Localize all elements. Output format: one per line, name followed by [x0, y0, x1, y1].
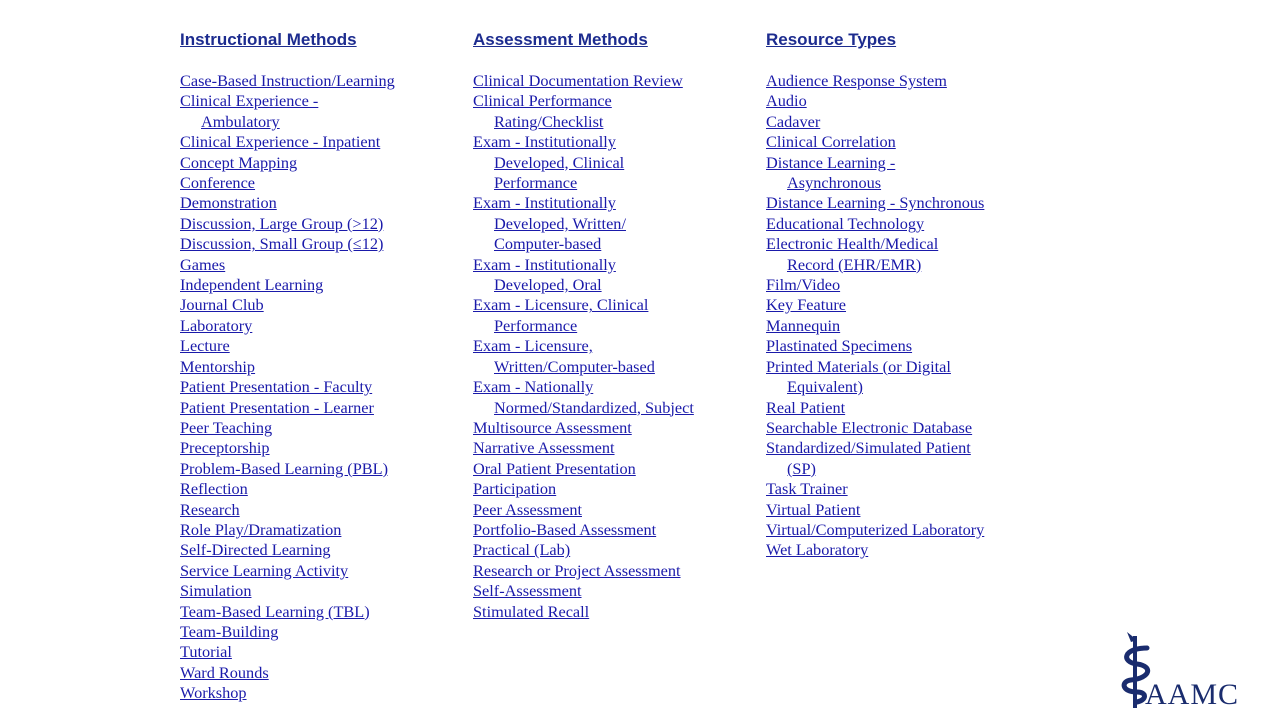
link-item[interactable]: [766, 336, 984, 356]
link-text-line: Journal Club: [180, 295, 264, 315]
link-item[interactable]: [180, 683, 395, 703]
column-heading[interactable]: Assessment Methods: [473, 30, 648, 49]
link-item[interactable]: [766, 500, 984, 520]
link-text-line: Exam - Licensure,: [473, 336, 593, 356]
link-text-line: Clinical Correlation: [766, 132, 896, 152]
link-item[interactable]: [180, 479, 395, 499]
link-text-line: Normed/Standardized, Subject: [494, 397, 694, 417]
link-text-line: Exam - Institutionally: [473, 132, 616, 152]
link-text-line: Narrative Assessment: [473, 438, 615, 458]
link-item[interactable]: [766, 132, 984, 152]
link-item[interactable]: [473, 377, 694, 418]
link-item[interactable]: [766, 234, 984, 275]
link-text-line: Wet Laboratory: [766, 540, 869, 560]
link-item[interactable]: [180, 459, 395, 479]
link-text-line: Peer Teaching: [180, 417, 273, 437]
link-item[interactable]: [180, 540, 395, 560]
link-text-line: Rating/Checklist: [494, 111, 604, 131]
link-text-line: Portfolio-Based Assessment: [473, 519, 657, 539]
link-item[interactable]: [180, 173, 395, 193]
link-item[interactable]: [473, 132, 694, 193]
column-instructional-methods: [180, 30, 395, 704]
link-item[interactable]: [473, 581, 694, 601]
column-resource-types: [766, 30, 984, 561]
link-text-line: Workshop: [180, 683, 247, 703]
link-text-line: Ambulatory: [201, 111, 280, 131]
link-text-line: Exam - Institutionally: [473, 254, 616, 274]
link-text-line: Patient Presentation - Learner: [180, 397, 374, 417]
link-text-line: Reflection: [180, 479, 248, 499]
link-text-line: Task Trainer: [766, 479, 848, 499]
link-item[interactable]: [473, 193, 694, 254]
link-text-line: Tutorial: [180, 642, 232, 662]
link-text-line: (SP): [787, 458, 816, 478]
link-text-line: Developed, Clinical: [494, 152, 625, 172]
link-item[interactable]: [180, 500, 395, 520]
link-item[interactable]: [766, 316, 984, 336]
link-text-line: Self-Directed Learning: [180, 540, 331, 560]
link-item[interactable]: [766, 275, 984, 295]
link-item[interactable]: [180, 193, 395, 213]
link-text-line: Conference: [180, 173, 256, 193]
column-assessment-methods: [473, 30, 694, 622]
link-text-line: Exam - Licensure, Clinical: [473, 295, 649, 315]
link-item[interactable]: [766, 91, 984, 111]
link-text-line: Independent Learning: [180, 275, 324, 295]
link-text-line: Preceptorship: [180, 438, 270, 458]
link-item[interactable]: [766, 418, 984, 438]
link-item[interactable]: [473, 500, 694, 520]
link-text-line: Discussion, Small Group (≤12): [180, 234, 384, 254]
link-text-line: Plastinated Specimens: [766, 336, 913, 356]
link-text-line: Service Learning Activity: [180, 560, 349, 580]
link-text-line: Computer-based: [494, 234, 602, 254]
column-heading[interactable]: Resource Types: [766, 30, 897, 49]
link-text-line: Educational Technology: [766, 213, 925, 233]
link-item[interactable]: [180, 71, 395, 91]
link-item[interactable]: [473, 336, 694, 377]
link-text-line: Case-Based Instruction/Learning: [180, 71, 395, 90]
link-item[interactable]: [766, 520, 984, 540]
link-text-line: Performance: [494, 315, 578, 335]
link-item[interactable]: [766, 71, 984, 91]
link-item[interactable]: [180, 316, 395, 336]
link-text-line: Asynchronous: [787, 173, 882, 193]
aamc-logo: [1117, 630, 1265, 712]
link-item[interactable]: [180, 663, 395, 683]
link-item[interactable]: [180, 214, 395, 234]
link-item[interactable]: [766, 295, 984, 315]
link-item[interactable]: [180, 602, 395, 622]
link-text-line: Demonstration: [180, 193, 277, 213]
link-item[interactable]: [180, 295, 395, 315]
link-text-line: Audience Response System: [766, 71, 947, 90]
link-item[interactable]: [180, 418, 395, 438]
link-text-line: Electronic Health/Medical: [766, 234, 939, 254]
link-item[interactable]: [766, 153, 984, 194]
link-text-line: Self-Assessment: [473, 581, 582, 601]
link-text-line: Developed, Oral: [494, 275, 602, 295]
link-item[interactable]: [473, 561, 694, 581]
link-item[interactable]: [180, 438, 395, 458]
link-item[interactable]: [180, 377, 395, 397]
link-text-line: Performance: [494, 173, 578, 193]
link-item[interactable]: [473, 295, 694, 336]
link-item[interactable]: [766, 214, 984, 234]
link-text-line: Record (EHR/EMR): [787, 254, 922, 274]
link-text-line: Lecture: [180, 336, 230, 356]
link-text-line: Discussion, Large Group (>12): [180, 213, 384, 233]
column-heading[interactable]: Instructional Methods: [180, 30, 357, 49]
link-text-line: Film/Video: [766, 275, 841, 295]
link-item[interactable]: [180, 642, 395, 662]
link-text-line: Distance Learning - Synchronous: [766, 193, 985, 213]
link-text-line: Research: [180, 499, 240, 519]
link-text-line: Concept Mapping: [180, 152, 298, 172]
link-text-line: Distance Learning -: [766, 152, 896, 172]
link-item[interactable]: [180, 622, 395, 642]
link-item[interactable]: [473, 459, 694, 479]
link-text-line: Exam - Nationally: [473, 377, 594, 397]
link-item[interactable]: [473, 520, 694, 540]
link-item[interactable]: [766, 112, 984, 132]
link-text-line: Real Patient: [766, 397, 846, 417]
link-list: [766, 71, 984, 561]
link-item[interactable]: [180, 561, 395, 581]
link-item[interactable]: [473, 479, 694, 499]
link-text-line: Clinical Experience -: [180, 91, 319, 111]
link-item[interactable]: [180, 336, 395, 356]
link-item[interactable]: [473, 438, 694, 458]
link-text-line: Multisource Assessment: [473, 417, 632, 437]
link-item[interactable]: [766, 438, 984, 479]
link-item[interactable]: [180, 91, 395, 132]
link-item[interactable]: [766, 193, 984, 213]
link-item[interactable]: [766, 357, 984, 398]
link-item[interactable]: [473, 540, 694, 560]
link-text-line: Standardized/Simulated Patient: [766, 438, 971, 458]
link-item[interactable]: [766, 540, 984, 560]
link-text-line: Cadaver: [766, 111, 821, 131]
link-text-line: Key Feature: [766, 295, 847, 315]
link-text-line: Team-Building: [180, 621, 279, 641]
link-text-line: Games: [180, 254, 226, 274]
link-text-line: Mannequin: [766, 315, 841, 335]
link-item[interactable]: [180, 234, 395, 254]
link-item[interactable]: [180, 132, 395, 152]
link-item[interactable]: [180, 398, 395, 418]
link-text-line: Team-Based Learning (TBL): [180, 601, 370, 621]
link-text-line: Written/Computer-based: [494, 356, 655, 376]
link-item[interactable]: [180, 153, 395, 173]
link-item[interactable]: [180, 275, 395, 295]
link-item[interactable]: [473, 602, 694, 622]
link-text-line: Mentorship: [180, 356, 256, 376]
link-text-line: Virtual Patient: [766, 499, 861, 519]
link-item[interactable]: [473, 71, 694, 91]
link-text-line: Peer Assessment: [473, 499, 582, 519]
link-item[interactable]: [766, 479, 984, 499]
link-item[interactable]: [473, 255, 694, 296]
link-item[interactable]: [473, 91, 694, 132]
link-text-line: Audio: [766, 91, 807, 111]
link-text-line: Research or Project Assessment: [473, 560, 681, 580]
link-text-line: Role Play/Dramatization: [180, 519, 342, 539]
link-text-line: Problem-Based Learning (PBL): [180, 458, 388, 478]
link-item[interactable]: [766, 398, 984, 418]
link-text-line: Stimulated Recall: [473, 601, 590, 621]
link-text-line: Practical (Lab): [473, 540, 571, 560]
link-text-line: Oral Patient Presentation: [473, 458, 636, 478]
link-text-line: Clinical Performance: [473, 91, 612, 111]
link-item[interactable]: [180, 255, 395, 275]
link-item[interactable]: [180, 581, 395, 601]
link-text-line: Clinical Experience - Inpatient: [180, 132, 381, 152]
link-text-line: Simulation: [180, 581, 252, 601]
link-item[interactable]: [180, 520, 395, 540]
link-text-line: Exam - Institutionally: [473, 193, 616, 213]
link-text-line: Searchable Electronic Database: [766, 417, 973, 437]
link-text-line: Participation: [473, 479, 557, 499]
link-text-line: Laboratory: [180, 315, 253, 335]
link-list: [180, 71, 395, 704]
link-text-line: Developed, Written/: [494, 213, 626, 233]
link-text-line: Equivalent): [787, 377, 863, 397]
link-text-line: Clinical Documentation Review: [473, 71, 683, 90]
link-text-line: Patient Presentation - Faculty: [180, 377, 373, 397]
aamc-logo-text: AAMC: [1145, 678, 1240, 711]
link-text-line: Ward Rounds: [180, 662, 269, 682]
link-list: [473, 71, 694, 622]
link-text-line: Printed Materials (or Digital: [766, 356, 951, 376]
link-item[interactable]: [473, 418, 694, 438]
link-text-line: Virtual/Computerized Laboratory: [766, 519, 985, 539]
link-item[interactable]: [180, 357, 395, 377]
